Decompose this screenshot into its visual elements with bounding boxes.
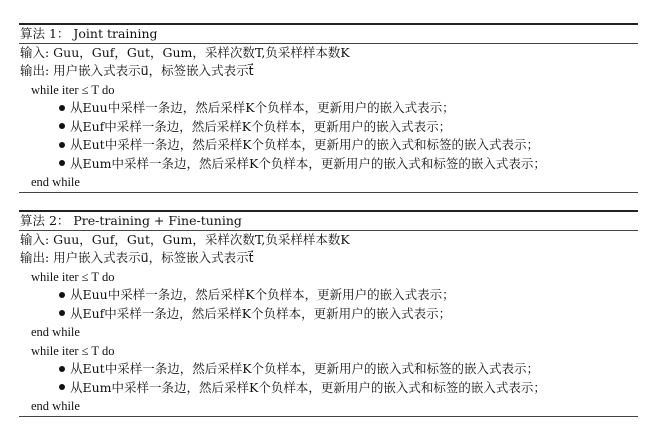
step-item xyxy=(19,286,638,305)
bullet-icon xyxy=(59,366,65,372)
bullet-icon xyxy=(59,105,65,111)
step-text: 从Eut中采样一条边，然后采样K个负样本，更新用户的嵌入式和标签的嵌入式表示； xyxy=(70,361,540,376)
input-line: 输入: Guu，Guf，Gut，Gum，采样次数T,负采样样本数K xyxy=(20,231,350,247)
bullet-icon xyxy=(59,310,65,316)
step-item xyxy=(19,99,638,118)
step-item xyxy=(19,118,638,137)
output-line: 输出: 用户嵌入式表示u⃗，标签嵌入式表示t⃗ xyxy=(20,63,254,78)
bullet-icon xyxy=(59,292,65,298)
step-text: 从Euf中采样一条边，然后采样K个负样本，更新用户的嵌入式表示； xyxy=(70,305,452,321)
end-while-line: end while xyxy=(31,399,80,413)
step-item xyxy=(19,155,638,174)
step-text: 从Euf中采样一条边，然后采样K个负样本，更新用户的嵌入式表示； xyxy=(70,118,452,134)
while-line: while iter ≤ T do xyxy=(31,343,115,358)
algorithm-caption: 算法 1： Joint training xyxy=(20,25,158,41)
step-item xyxy=(19,136,638,155)
step-item xyxy=(19,360,638,379)
step-text: 从Eum中采样一条边，然后采样K个负样本，更新用户的嵌入式和标签的嵌入式表示； xyxy=(70,379,546,395)
step-text: 从Euu中采样一条边，然后采样K个负样本，更新用户的嵌入式表示； xyxy=(70,287,455,302)
bottom-rule xyxy=(19,416,638,417)
step-text: 从Euu中采样一条边，然后采样K个负样本，更新用户的嵌入式表示； xyxy=(70,100,455,115)
bullet-icon xyxy=(59,142,65,148)
bullet-icon xyxy=(59,123,65,129)
end-while-line: end while xyxy=(31,325,80,339)
step-item xyxy=(19,305,638,324)
end-while-line: end while xyxy=(31,175,80,189)
algorithm-1 xyxy=(19,23,638,193)
while-line: while iter ≤ T do xyxy=(31,269,115,284)
output-line: 输出: 用户嵌入式表示u⃗，标签嵌入式表示t⃗ xyxy=(20,250,254,265)
step-text: 从Eum中采样一条边，然后采样K个负样本，更新用户的嵌入式和标签的嵌入式表示； xyxy=(70,155,546,171)
bullet-icon xyxy=(59,160,65,166)
bullet-icon xyxy=(59,384,65,390)
algorithm-2 xyxy=(19,210,638,417)
algorithm-caption: 算法 2： Pre-training + Fine-tuning xyxy=(20,212,242,228)
step-item xyxy=(19,379,638,398)
step-text: 从Eut中采样一条边，然后采样K个负样本，更新用户的嵌入式和标签的嵌入式表示； xyxy=(70,137,540,152)
bottom-rule xyxy=(19,192,638,193)
while-line: while iter ≤ T do xyxy=(31,82,115,97)
input-line: 输入: Guu，Guf，Gut，Gum，采样次数T,负采样样本数K xyxy=(20,44,350,60)
